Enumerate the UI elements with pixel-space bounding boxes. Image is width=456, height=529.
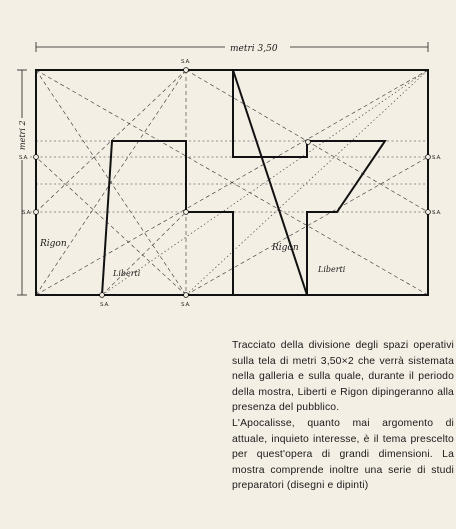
marker-label-right-upper: S.A.	[432, 155, 442, 161]
marker-label-bottom-center: S.A.	[181, 302, 191, 308]
caption	[232, 338, 454, 494]
marker-label-left-lower: S.A.	[22, 210, 32, 216]
left-panel-name-1: Rigon	[40, 239, 67, 249]
marker-label-right-lower: S.A.	[432, 210, 442, 216]
marker-labels	[19, 59, 441, 308]
width-label: metri 3,50	[230, 44, 278, 54]
right-panel-name-1: Rigon	[272, 243, 299, 253]
left-panel-name-2: Liberti	[113, 269, 141, 278]
marker-label-left-upper: S.A.	[19, 155, 29, 161]
caption-paragraph-1: Tracciato della divisione degli spazi operativi sulla tela di metri 3,50×2 che verrà sistemata nella galleria e sulla quale, durante il periodo della mostra, Liberti e Rigon dipingeranno alla presenza del pubblico.	[232, 340, 454, 414]
perspective-guides	[102, 70, 428, 295]
height-dimension	[17, 70, 27, 295]
marker-label-bottom-left: S.A.	[100, 302, 110, 308]
caption-paragraph-2: L'Apocalisse, quanto mai argomento di attuale, inquieto interesse, è il tema prescelto per quest'opera di grandi dimensioni. La mostra comprende inoltre una serie di studi preparatori (disegni e dipinti)	[232, 417, 454, 492]
marker-label-top: S.A.	[181, 59, 191, 65]
height-label: metri 2	[18, 120, 27, 150]
right-panel-shape	[233, 70, 385, 295]
right-panel-name-2: Liberti	[318, 265, 346, 274]
